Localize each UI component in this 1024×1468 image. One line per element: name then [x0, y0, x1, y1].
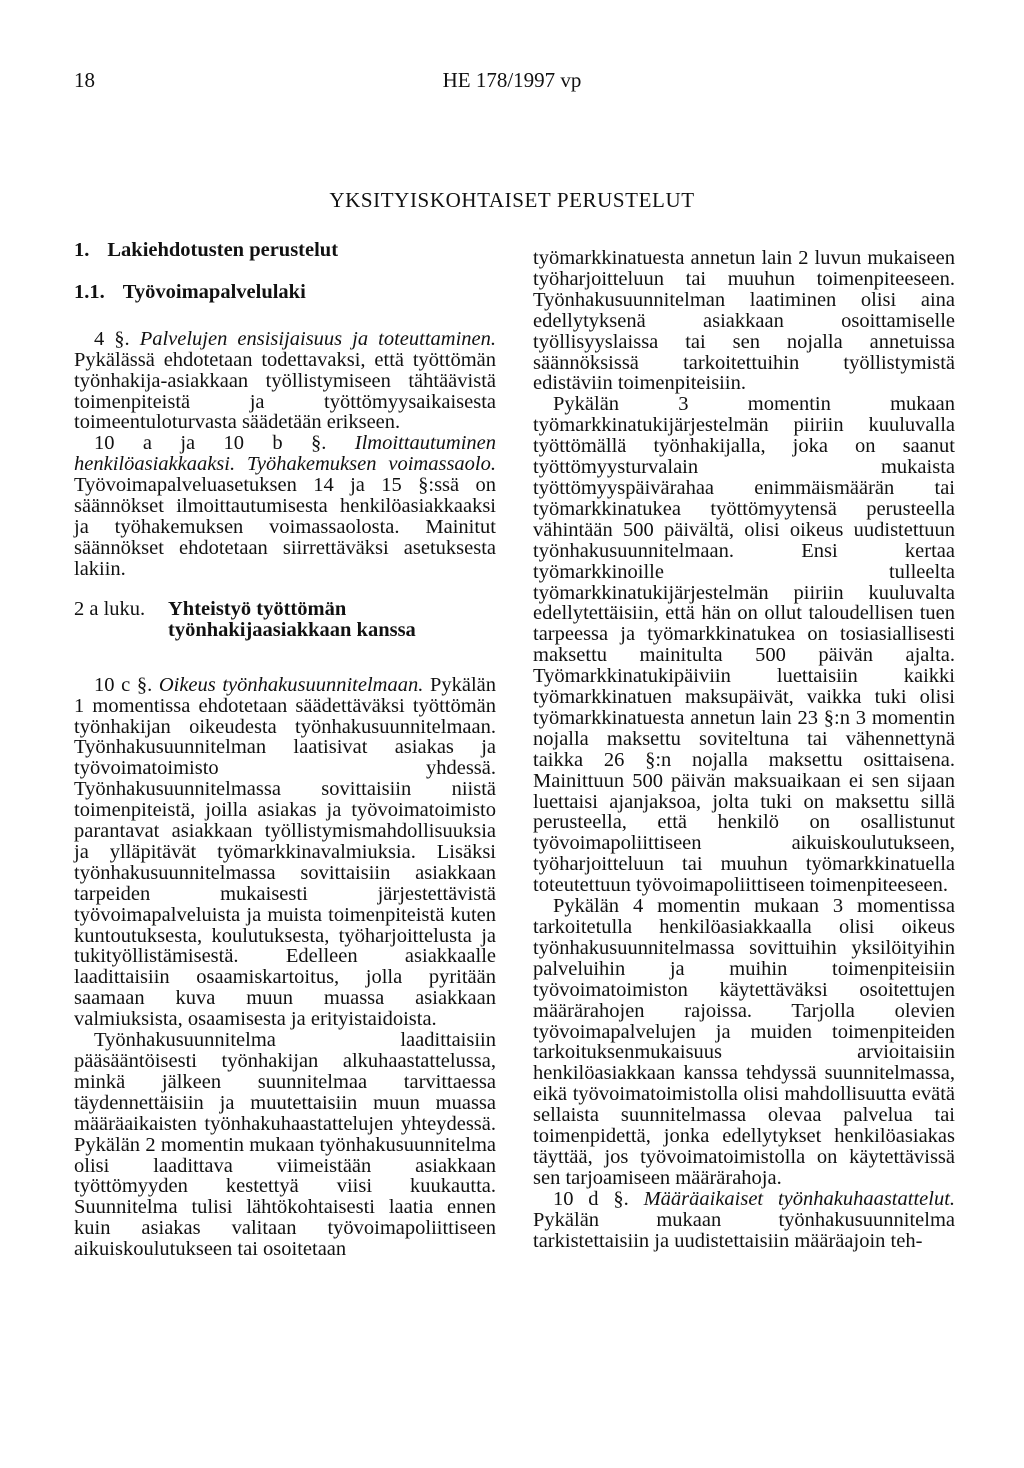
right-column	[533, 248, 955, 1252]
section-title: Määräaikaiset työnhakuhaastattelut.	[643, 1187, 956, 1210]
section-number: 10 a ja 10 b §.	[94, 432, 327, 455]
section-title: Oikeus työnhakusuunnitelmaan.	[158, 673, 424, 696]
paragraph-text: Pykälässä ehdotetaan todettavaksi, että työttömän työnhakija-asiakkaan työllistymiseen tähtäävistä toimenpiteistä ja työttömyysaikaisesta toimeentuloturvasta säädetään erikseen.	[74, 348, 496, 434]
section-number: 10 c §.	[94, 673, 153, 696]
paragraph-text: Työvoimapalveluasetuksen 14 ja 15 §:ssä on säännökset ilmoittautumisesta henkilöasiakkaaksi ja työhakemuksen voimassaolosta. Mainitut säännökset ehdotetaan siirrettäväksi asetuksesta lakiin.	[74, 474, 496, 580]
paragraph-4	[74, 329, 496, 434]
section-number: 4 §.	[94, 327, 130, 350]
page-number: 18	[74, 68, 95, 92]
paragraph-10ab	[74, 433, 496, 579]
heading-1-1-title: Työvoimapalvelulaki	[122, 280, 306, 303]
left-column	[74, 240, 496, 1260]
section-title: Ilmoittautuminen henkilöasiakkaaksi. Työhakemuksen voimassaolo.	[74, 432, 496, 476]
paragraph-text: Pykälän 1 momentissa ehdotetaan säädettäväksi työttömän työnhakijan oikeudesta työnhakusuunnitelmaan. Työnhakusuunnitelman laatisivat asiakas ja työvoimatoimisto yhdessä. Työnhakusuunnitelmassa sovittaisiin niistä toimenpiteistä, joilla asiakas ja työvoimatoimisto parantavat asiakkaan työllistymismahdollisuuksia ja ylläpitävät työmarkkinavalmiuksia. Lisäksi työnhakusuunnitelmassa sovittaisiin asiakkaan tarpeiden mukaisesti järjestettävistä työvoimapalveluista ja muista toimenpiteistä kuten kuntoutuksesta, koulutuksesta, työharjoittelusta ja tukityöllistämisestä. Edelleen asiakkaalle laadittaisiin osaamiskartoitus, jolla pyritään saamaan kuva muun muassa asiakkaan valmiuksista, osaamisesta ja erityistaidoista.	[74, 673, 496, 1031]
chapter-heading	[74, 599, 496, 641]
paragraph-10c	[74, 675, 496, 1030]
heading-1-1	[74, 282, 496, 303]
section-number: 10 d §.	[553, 1187, 629, 1210]
section-title: Palvelujen ensisijaisuus ja toteuttaminen.	[139, 327, 497, 350]
paragraph-continued: työmarkkinatuesta annetun lain 2 luvun mukaiseen työharjoitteluun tai muuhun toimenpiteeseen. Työnhakusuunnitelman laatiminen olisi aina edellytyksenä asiakkaan osoittamiselle työllisyyslaissa tai sen nojalla annetuissa säännöksissä tarkoitettuihin työllistymistä edistäviin toimenpiteisiin.	[533, 247, 955, 395]
paragraph-momentti-3: Pykälän 3 momentin mukaan työmarkkinatukijärjestelmän piiriin kuuluvalla työttömällä työnhakijalla, joka on saanut työttömyysturvalain mukaista työttömyyspäivärahaa enimmäismäärän tai työmarkkinatukea työttömyytensä perusteella vähintään 500 päivältä, olisi oikeus uudistettuun työnhakusuunnitelmaan. Ensi kertaa työmarkkinoille tulleelta työmarkkinatukijärjestelmän piiriin kuuluvalta edellytettäisiin, että hän on ollut taloudellisen tuen tarpeessa ja työmarkkinatukea on tosiasiallisesti maksettu mainitulta 500 päivän ajalta. Työmarkkinatukipäiviin luettaisiin kaikki työmarkkinatuen maksupäivät, vaikka tuki olisi työmarkkinatuesta annetun lain 23 §:n 3 momentin nojalla maksettu soviteltuna tai vähennettynä taikka 26 §:n nojalla maksettu osittaisena. Mainittuun 500 päivän maksuaikaan ei sen sijaan luettaisi ajanjaksoa, jolta tuki on maksettu sillä perusteella, että henkilö on osallistunut työvoimapoliittiseen aikuiskoulutukseen, työharjoitteluun tai muuhun työmarkkinatuella toteutettuun työvoimapoliittiseen toimenpiteeseen.	[533, 393, 955, 897]
document-id: HE 178/1997 vp	[442, 68, 582, 92]
heading-1-1-number: 1.1.	[74, 280, 105, 303]
heading-1-number: 1.	[74, 239, 90, 261]
paragraph-momentti-4: Pykälän 4 momentin mukaan 3 momentissa tarkoitetulla henkilöasiakkaalla olisi oikeus työnhakusuunnitelmassa sovittuihin yksilöityihin palveluihin ja muihin toimenpiteisiin työvoimatoimiston käytettäväksi osoitettujen määrärahojen rajoissa. Tarjolla olevien työvoimapalvelujen ja muiden toimenpiteiden tarkoituksenmukaisuus arvioitaisiin henkilöasiakkaan kanssa tehdyssä suunnitelmassa, eikä työvoimatoimistolla olisi mahdollisuutta evätä sellaista suunnitelmassa olevaa palvelua tai toimenpidettä, jonka edellytykset henkilöasiakas täyttää, jos työvoimatoimistolla on käytettävissä sen tarjoamiseen määrärahoja.	[533, 895, 955, 1189]
heading-1-title: Lakiehdotusten perustelut	[107, 239, 339, 261]
heading-1	[74, 240, 496, 261]
spacer	[74, 303, 496, 329]
paragraph-text: Pykälän mukaan työnhakusuunnitelma tarkistettaisiin ja uudistettaisiin määräajoin teh-	[533, 1208, 955, 1252]
paragraph-10c-2: Työnhakusuunnitelma laadittaisiin pääsääntöisesti työnhakijan alkuhaastattelussa, minkä jälkeen suunnitelmaa tarvittaessa täydennettäisiin ja muutettaisiin muun muassa määräaikaisten työnhakuhaastattelujen yhteydessä. Pykälän 2 momentin mukaan työnhakusuunnitelma olisi laadittava viimeistään asiakkaan työttömyyden kestettyä viisi kuukautta. Suunnitelma tulisi lähtökohtaisesti laatia ennen kuin asiakas valitaan työvoimapoliittiseen aikuiskoulutukseen tai osoitetaan	[74, 1029, 496, 1261]
chapter-title: Yhteistyö työttömän työnhakijaasiakkaan kanssa	[168, 597, 416, 641]
section-title: YKSITYISKOHTAISET PERUSTELUT	[329, 188, 695, 212]
chapter-label: 2 a luku.	[74, 597, 146, 620]
paragraph-10d	[533, 1189, 955, 1252]
